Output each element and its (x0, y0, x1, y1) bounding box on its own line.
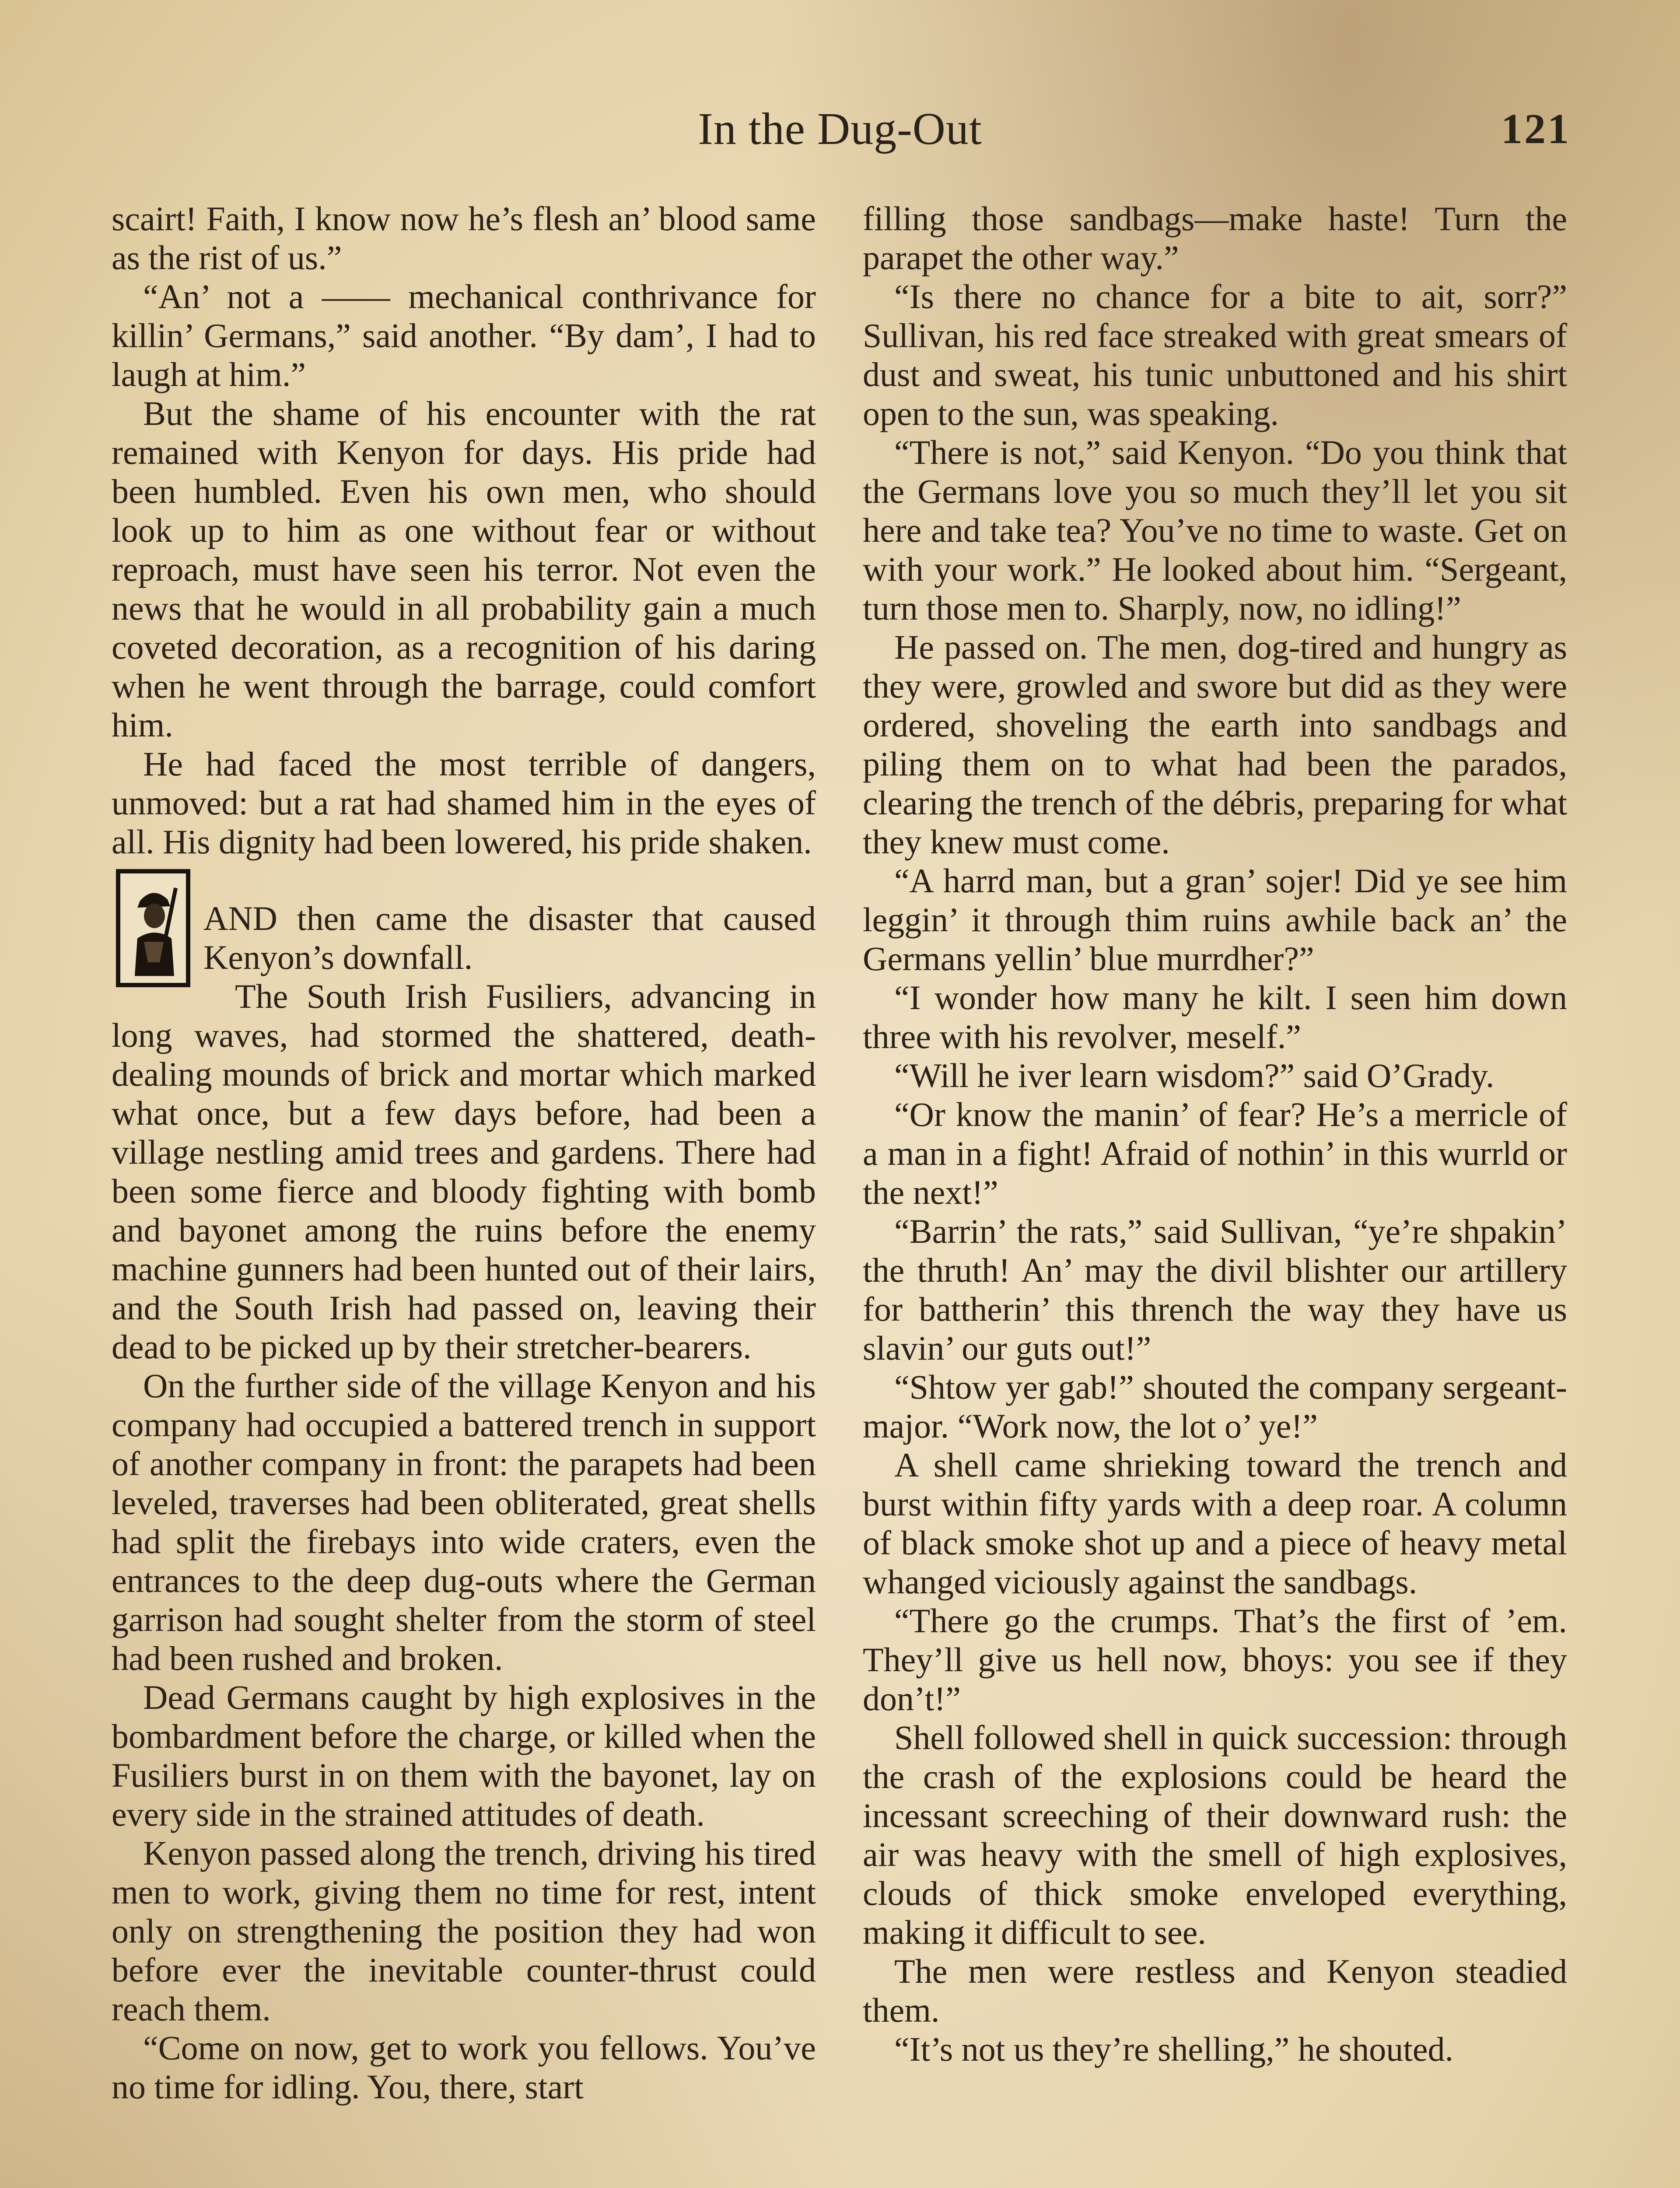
right-column (863, 199, 1567, 2188)
paragraph: The men were restless and Kenyon steadied them. (863, 1952, 1567, 2029)
paragraph: “An’ not a —— mechanical conthrivance for killin’ Germans,” said another. “By dam’, I had to laugh at him.” (112, 277, 816, 393)
paragraph: “Barrin’ the rats,” said Sullivan, “ye’re shpakin’ the thruth! An’ may the divil blishter our artillery for battherin’ this thrench the way they have us slavin’ our guts out!” (863, 1212, 1567, 1367)
paragraph: “Or know the manin’ of fear? He’s a merricle of a man in a fight! Afraid of nothin’ in this wurrld or the next!” (863, 1095, 1567, 1211)
paragraph: scairt! Faith, I know now he’s flesh an’ blood same as the rist of us.” (112, 200, 816, 277)
paragraph: “There is not,” said Kenyon. “Do you think that the Germans love you so much they’ll let you sit here and take tea? You’ve no time to waste. Get on with your work.” He looked about him. “Sergeant, turn those men to. Sharply, now, no idling!” (863, 433, 1567, 627)
paragraph: “Will he iver learn wisdom?” said O’Grady. (894, 1056, 1494, 1094)
page-number: 121 (1501, 105, 1571, 153)
paragraph: On the further side of the village Kenyon and his company had occupied a battered trench in support of another company in front: the parapets had been leveled, traverses had been obliterated, great shells had split the firebays into wide craters, even the entrances to the deep dug-outs where the German garrison had sought shelter from the storm of steel had been rushed and broken. (112, 1367, 816, 1677)
paragraph: Kenyon passed along the trench, driving his tired men to work, giving them no time for rest, intent only on strengthening the position they had won before ever the inevitable counter-thrust could reach them. (112, 1834, 816, 2028)
paragraph: AND then came the disaster that caused Kenyon’s downfall. (203, 899, 816, 976)
paragraph: filling those sandbags—make haste! Turn the parapet the other way.” (863, 200, 1567, 277)
paragraph: “A harrd man, but a gran’ sojer! Did ye see him leggin’ it through thim ruins awhile back an’ the Germans yellin’ blue murrdher?” (863, 862, 1567, 978)
paragraph: “I wonder how many he kilt. I seen him down three with his revolver, meself.” (863, 978, 1567, 1055)
paragraph: “Is there no chance for a bite to ait, sorr?” Sullivan, his red face streaked with great smears of dust and sweat, his tunic unbuttoned and his shirt open to the sun, was speaking. (863, 277, 1567, 432)
paragraph: He had faced the most terrible of dangers, unmoved: but a rat had shamed him in the eyes of all. His dignity had been lowered, his pride shaken. (112, 745, 816, 861)
paragraph: He passed on. The men, dog-tired and hungry as they were, growled and swore but did as they were ordered, shoveling the earth into sandbags and piling them on to what had been the parados, clearing the trench of the débris, preparing for what they knew must come. (863, 628, 1567, 861)
page-header (109, 98, 1571, 160)
paragraph: The South Irish Fusiliers, advancing in long waves, had stormed the shattered, death-dealing mounds of brick and mortar which marked what once, but a few days before, had been a village nestling amid trees and gardens. There had been some fierce and bloody fighting with bomb and bayonet among the ruins before the enemy machine gunners had been hunted out of their lairs, and the South Irish had passed on, leaving their dead to be picked up by their stretcher-bearers. (112, 977, 816, 1366)
paragraph: Shell followed shell in quick succession: through the crash of the explosions could be heard the incessant screeching of their downward rush: the air was heavy with the smell of high explosives, clouds of thick smoke enveloped everything, making it difficult to see. (863, 1718, 1567, 1951)
paragraph: Dead Germans caught by high explosives in the bombardment before the charge, or killed when the Fusiliers burst in on them with the bayonet, lay on every side in the strained attitudes of death. (112, 1678, 816, 1833)
paragraph: “It’s not us they’re shelling,” he shouted. (894, 2030, 1454, 2068)
running-head: In the Dug-Out (698, 104, 982, 154)
left-column (112, 199, 816, 2188)
soldier-illustration-icon (116, 869, 190, 987)
paragraph: “Come on now, get to work you fellows. You’ve no time for idling. You, there, start (112, 2029, 816, 2106)
paragraph: But the shame of his encounter with the rat remained with Kenyon for days. His pride had been humbled. Even his own men, who should look up to him as one without fear or without reproach, must have seen his terror. Not even the news that he would in all probability gain a much coveted decoration, as a recognition of his daring when he went through the barrage, could comfort him. (112, 394, 816, 744)
paragraph: “There go the crumps. That’s the first of ’em. They’ll give us hell now, bhoys: you see if they don’t!” (863, 1602, 1567, 1718)
paragraph: A shell came shrieking toward the trench and burst within fifty yards with a deep roar. A column of black smoke shot up and a piece of heavy metal whanged viciously against the sandbags. (863, 1446, 1567, 1601)
paragraph: “Shtow yer gab!” shouted the company sergeant-major. “Work now, the lot o’ ye!” (863, 1368, 1567, 1445)
